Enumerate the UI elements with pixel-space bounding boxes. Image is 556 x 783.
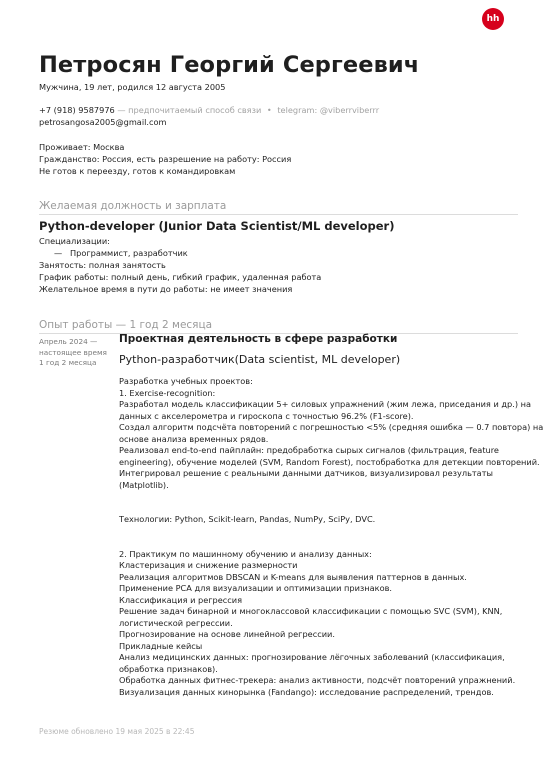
description-line: Создал алгоритм подсчёта повторений с погрешностью <5% (средняя ошибка — 0.7 повтора) на xyxy=(119,422,544,432)
description-line: Разработал модель классификации 5+ силовых упражнений (жим лежа, приседания и др.) на xyxy=(119,399,532,409)
description-line: данных с акселерометра и гироскопа с точностью 96.2% (F1-score). xyxy=(119,410,414,421)
description-line: Решение задач бинарной и многоклассовой классификации с помощью SVC (SVM), KNN, xyxy=(119,606,503,616)
phone-number[interactable]: +7 (918) 9587976 xyxy=(39,105,115,115)
job-title: Python-разработчик(Data scientist, ML developer) xyxy=(119,353,401,366)
description-line: engineering), обучение моделей (SVM, Random Forest), постобработка для детекции повторений. xyxy=(119,456,540,467)
telegram-contact[interactable]: telegram: @viberrviberrr xyxy=(277,105,380,115)
description-line: логистической регрессии. xyxy=(119,617,233,628)
period-duration: 1 год 2 месяца xyxy=(39,358,97,367)
description-line: Прикладные кейсы xyxy=(119,640,203,651)
resume-updated-footer: Резюме обновлено 19 мая 2025 в 22:45 xyxy=(39,727,195,736)
section-divider xyxy=(39,214,518,215)
hh-logo: hh xyxy=(482,8,504,30)
relocation: Не готов к переезду, готов к командировкам xyxy=(39,166,236,176)
travel-time: Желательное время в пути до работы: не имеет значения xyxy=(39,284,293,294)
period-end: настоящее время xyxy=(39,347,107,357)
description-line: (Matplotlib). xyxy=(119,479,169,490)
period-start: Апрель 2024 — xyxy=(39,337,98,346)
experience-period xyxy=(39,337,107,369)
specialization-item: — Программист, разработчик xyxy=(54,248,188,258)
description-line: Реализовал end-to-end пайплайн: предобработка сырых сигналов (фильтрация, feature xyxy=(119,445,499,455)
description-line: Технологии: Python, Scikit-learn, Pandas, NumPy, SciPy, DVC. xyxy=(119,514,376,524)
phone-note: — предпочитаемый способ связи xyxy=(117,105,262,115)
contacts-separator: • xyxy=(266,105,272,115)
description-line: Обработка данных фитнес-трекера: анализ активности, подсчёт повторений упражнений. xyxy=(119,675,516,685)
description-blank-line xyxy=(119,537,519,549)
description-line: основе анализа временных рядов. xyxy=(119,433,269,444)
desired-position: Python-developer (Junior Data Scientist/ML developer) xyxy=(39,219,395,233)
description-line: обработка признаков). xyxy=(119,663,218,674)
description-line: Применение PCA для визуализации и оптимизации признаков. xyxy=(119,583,393,593)
description-line: Интегрировал решение с реальными данными датчиков, визуализировал результаты xyxy=(119,468,493,478)
citizenship: Гражданство: Россия, есть разрешение на работу: Россия xyxy=(39,154,292,164)
location-lives: Проживает: Москва xyxy=(39,142,125,152)
contacts-line xyxy=(39,105,379,117)
candidate-name: Петросян Георгий Сергеевич xyxy=(39,52,420,78)
description-line: Кластеризация и снижение размерности xyxy=(119,560,298,570)
desired-position-section-title: Желаемая должность и зарплата xyxy=(39,200,227,212)
description-line: Визуализация данных кинорынка (Fandango): исследование распределений, трендов. xyxy=(119,686,494,697)
description-line: Прогнозирование на основе линейной регрессии. xyxy=(119,629,335,639)
candidate-summary: Мужчина, 19 лет, родился 12 августа 2005 xyxy=(39,82,226,92)
description-line: Анализ медицинских данных: прогнозирование лёгочных заболеваний (классификация, xyxy=(119,652,505,662)
description-blank-line xyxy=(119,491,519,503)
description-line: Реализация алгоритмов DBSCAN и K-means для выявления паттернов в данных. xyxy=(119,571,467,582)
description-line: 1. Exercise-recognition: xyxy=(119,387,216,398)
email-address[interactable]: petrosangosa2005@gmail.com xyxy=(39,117,167,127)
employment-type: Занятость: полная занятость xyxy=(39,260,166,270)
company-name: Проектная деятельность в сфере разработки xyxy=(119,333,398,345)
description-line: 2. Практикум по машинному обучению и анализу данных: xyxy=(119,548,372,559)
job-description xyxy=(119,376,544,698)
description-blank-line xyxy=(119,503,519,515)
specializations-label: Специализации: xyxy=(39,236,110,246)
description-blank-line xyxy=(119,526,519,538)
experience-section-title: Опыт работы — 1 год 2 месяца xyxy=(39,319,213,331)
work-schedule: График работы: полный день, гибкий график, удаленная работа xyxy=(39,272,322,282)
description-line: Разработка учебных проектов: xyxy=(119,376,253,386)
description-line: Классификация и регрессия xyxy=(119,594,243,605)
